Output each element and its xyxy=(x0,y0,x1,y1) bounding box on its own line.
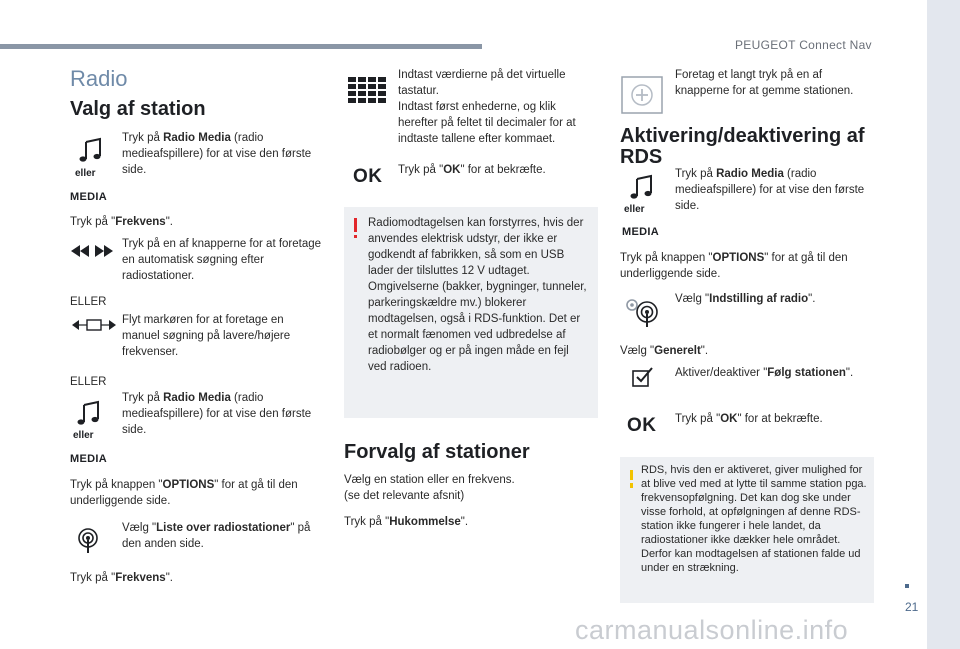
step-auto-search: Tryk på en af knapperne for at foretage en automatisk søgning efter radiostationer. xyxy=(122,238,322,282)
side-strip xyxy=(927,0,960,649)
step-manual-search: Flyt markøren for at foretage en manuel søgning på lavere/højere frekvenser. xyxy=(122,314,291,358)
step-frekvens: Tryk på "Frekvens". xyxy=(70,216,173,228)
step-radio-settings: Vælg "Indstilling af radio". xyxy=(675,293,816,305)
step-options: Tryk på knappen "OPTIONS" for at gå til den underliggende side. xyxy=(620,252,848,280)
info-icon-bar xyxy=(630,483,633,488)
step-ok: Tryk på "OK" for at bekræfte. xyxy=(398,164,546,176)
step-radio-media: Tryk på Radio Media (radio medieafspillere) for at vise den første side. xyxy=(122,132,312,176)
music-note-icon xyxy=(629,174,655,200)
radio-settings-icon xyxy=(625,298,659,328)
keypad-icon xyxy=(348,77,386,103)
step-station-list: Vælg "Liste over radiostationer" på den anden side. xyxy=(122,522,311,550)
header-rule xyxy=(0,44,482,49)
info-icon xyxy=(630,470,633,480)
ok-icon: OK xyxy=(353,166,383,187)
media-label: MEDIA xyxy=(622,226,659,238)
eller-label: eller xyxy=(75,168,96,179)
subtitle-rds: Aktivering/deaktivering af RDS xyxy=(620,125,865,168)
step-general: Vælg "Generelt". xyxy=(620,345,709,357)
warning-text: Radiomodtagelsen kan forstyrres, hvis der anvendes elektrisk udstyr, der ikke er godkendt af fabrikken, så som en USB lader der tilsluttes 12 V udtaget. Omgivelserne (bakker, bygninger, tunneler, parkeringskældre mv.) blokerer modtagelsen, også i RDS-funktion. Det er et normalt fænomen ved udbredelse af radiobølger og er på ingen måde en fejl ved radioen. xyxy=(368,217,587,373)
step-ok: Tryk på "OK" for at bekræfte. xyxy=(675,413,823,425)
seek-arrows-icon xyxy=(70,244,114,258)
ok-icon: OK xyxy=(627,415,657,436)
info-text: RDS, hvis den er aktiveret, giver mulighed for at blive ved med at lytte til samme station pga. frekvensopfølgning. Det kan dog ske under visse forhold, at opfølgningen af denne RDS-station ikke fungerer i hele landet, da radiostationer ikke dækker hele området. Derfor kan modtagelsen af stationen falde ud under en strækning. xyxy=(641,464,867,574)
or-label: ELLER xyxy=(70,296,107,308)
slider-cursor-icon xyxy=(72,319,116,331)
warning-icon-dot xyxy=(354,235,357,238)
page-marker xyxy=(905,584,909,588)
checkbox-icon xyxy=(632,366,654,388)
warning-icon xyxy=(354,218,357,232)
section-title: Radio xyxy=(70,66,128,91)
radio-antenna-icon xyxy=(76,528,100,554)
eller-label: eller xyxy=(73,430,94,441)
keypad-instruction: Indtast værdierne på det virtuelle tastatur. Indtast først enhederne, og klik herefter på feltet til decimaler for at indtaste tallene efter kommaet. xyxy=(398,69,576,145)
music-note-icon xyxy=(76,400,102,426)
eller-label: eller xyxy=(624,204,645,215)
step-follow-station: Aktiver/deaktiver "Følg stationen". xyxy=(675,367,854,379)
step-frekvens: Tryk på "Frekvens". xyxy=(70,572,173,584)
page-number: 21 xyxy=(905,600,919,614)
step-options: Tryk på knappen "OPTIONS" for at gå til den underliggende side. xyxy=(70,479,298,507)
step-radio-media: Tryk på Radio Media (radio medieafspillere) for at vise den første side. xyxy=(122,392,312,436)
subtitle-presets: Forvalg af stationer xyxy=(344,441,530,463)
music-note-icon xyxy=(78,137,104,163)
add-preset-icon xyxy=(621,76,663,114)
subtitle-station-select: Valg af station xyxy=(70,98,206,120)
step-memory: Tryk på "Hukommelse". xyxy=(344,516,469,528)
step-radio-media: Tryk på Radio Media (radio medieafspillere) for at vise den første side. xyxy=(675,168,865,212)
watermark: carmanualsonline.info xyxy=(575,615,849,645)
header-brand: PEUGEOT Connect Nav xyxy=(735,38,872,52)
media-label: MEDIA xyxy=(70,453,107,465)
media-label: MEDIA xyxy=(70,191,107,203)
or-label: ELLER xyxy=(70,376,107,388)
save-instruction: Foretag et langt tryk på en af knapperne for at gemme stationen. xyxy=(675,69,854,97)
preset-instruction: Vælg en station eller en frekvens. (se det relevante afsnit) xyxy=(344,474,515,502)
